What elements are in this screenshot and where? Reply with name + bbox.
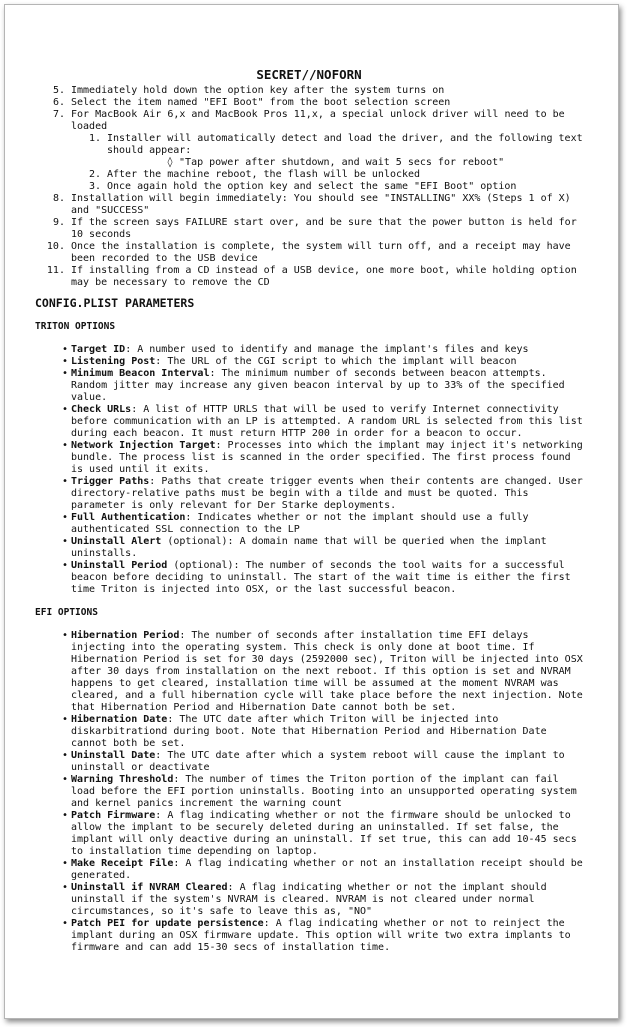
parameter-name: Patch PEI for update persistence bbox=[71, 918, 264, 929]
triton-options-heading: TRITON OPTIONS bbox=[35, 321, 116, 332]
efi-options-heading: EFI OPTIONS bbox=[35, 607, 98, 618]
document-content bbox=[35, 67, 583, 954]
expected-message-note: ◊ "Tap power after shutdown, and wait 5 secs for reboot" bbox=[167, 157, 505, 168]
list-item bbox=[71, 193, 583, 217]
list-item bbox=[71, 560, 583, 596]
parameter-description: : A flag indicating whether or not the firmware should be unlocked to allow the implant to be securely deleted during an uninstalled. If set false, the implant will only deactive during an uninstall. If set true, this can add 10-45 secs to installation time depending on laptop. bbox=[71, 810, 577, 857]
list-item bbox=[71, 918, 583, 954]
parameter-description: : Indicates whether or not the implant should use a fully authenticated SSL connection to the LP bbox=[71, 512, 529, 535]
list-item bbox=[107, 133, 583, 169]
installation-steps-list bbox=[35, 85, 583, 289]
list-item bbox=[71, 404, 583, 440]
parameter-description: : A flag indicating whether or not to reinject the implant during an OSX firmware update. This option will write two extra implants to firmware and can add 15-30 secs of installation time. bbox=[71, 918, 571, 953]
classification-header: SECRET//NOFORN bbox=[256, 67, 362, 82]
list-item bbox=[107, 181, 583, 193]
efi-options-list bbox=[35, 630, 583, 954]
parameter-description: (optional): A domain name that will be queried when the implant uninstalls. bbox=[71, 536, 547, 559]
list-item bbox=[107, 169, 583, 181]
list-item bbox=[71, 774, 583, 810]
substep-text: After the machine reboot, the flash will be unlocked bbox=[107, 169, 421, 180]
list-item bbox=[71, 750, 583, 774]
list-item bbox=[71, 630, 583, 714]
parameter-description: : The UTC date after which a system reboot will cause the implant to uninstall or deactivate bbox=[71, 750, 565, 773]
parameter-name: Make Receipt File bbox=[71, 858, 174, 869]
list-item bbox=[71, 265, 583, 289]
substep-text: Installer will automatically detect and load the driver, and the following text should appear: bbox=[107, 133, 583, 156]
triton-options-list bbox=[35, 344, 583, 596]
parameter-description: : The number of seconds after installation time EFI delays injecting into the operating system. This check is only done at boot time. If Hibernation Period is set for 30 days (2592000 sec), Triton will be injected into OSX after 30 days from installation on the next reboot. If this option is set and NVRAM happens to get cleared, installation time will be assumed at the moment NVRAM was cleared, and a full hibernation cycle will take place before the next injection. Note that Hibernation Period and Hibernation Date cannot both be set. bbox=[71, 630, 583, 713]
parameter-description: : The URL of the CGI script to which the implant will beacon bbox=[155, 356, 517, 367]
parameter-name: Full Authentication bbox=[71, 512, 186, 523]
parameter-description: : The minimum number of seconds between beacon attempts. Random jitter may increase any given beacon interval by up to 33% of the specified value. bbox=[71, 368, 565, 403]
parameter-name: Hibernation Period bbox=[71, 630, 180, 641]
step-text: Immediately hold down the option key after the system turns on bbox=[71, 85, 445, 96]
parameter-name: Check URLs bbox=[71, 404, 132, 415]
step-text: Once the installation is complete, the system will turn off, and a receipt may have been recorded to the USB device bbox=[71, 241, 571, 264]
list-item bbox=[71, 109, 583, 193]
step-text: Select the item named "EFI Boot" from the boot selection screen bbox=[71, 97, 451, 108]
list-item bbox=[71, 714, 583, 750]
parameter-name: Patch Firmware bbox=[71, 810, 156, 821]
parameter-name: Uninstall if NVRAM Cleared bbox=[71, 882, 228, 893]
list-item bbox=[71, 882, 583, 918]
parameter-name: Target ID bbox=[71, 344, 126, 355]
list-item bbox=[71, 85, 583, 97]
parameter-description: : The number of times the Triton portion of the implant can fail load before the EFI portion uninstalls. Booting into an unsupported operating system and kernel panics increment the warning count bbox=[71, 774, 577, 809]
parameter-name: Trigger Paths bbox=[71, 476, 150, 487]
parameter-name: Hibernation Date bbox=[71, 714, 168, 725]
step-text: Installation will begin immediately: You should see "INSTALLING" XX% (Steps 1 of X) and "SUCCESS" bbox=[71, 193, 571, 216]
parameter-name: Uninstall Period bbox=[71, 560, 168, 571]
parameter-name: Minimum Beacon Interval bbox=[71, 368, 210, 379]
unlock-substeps-list bbox=[71, 133, 583, 193]
list-item bbox=[71, 512, 583, 536]
list-item bbox=[71, 440, 583, 476]
document-page bbox=[4, 4, 619, 1019]
section-heading: CONFIG.PLIST PARAMETERS bbox=[35, 296, 195, 310]
step-text: For MacBook Air 6,x and MacBook Pros 11,x, a special unlock driver will need to be loaded bbox=[71, 109, 565, 132]
parameter-name: Warning Threshold bbox=[71, 774, 174, 785]
parameter-description: : A flag indicating whether or not an installation receipt should be generated. bbox=[71, 858, 583, 881]
parameter-name: Uninstall Date bbox=[71, 750, 156, 761]
list-item bbox=[71, 97, 583, 109]
parameter-description: : A list of HTTP URLS that will be used to verify Internet connectivity before communication with an LP is attempted. A random URL is selected from this list during each beacon. It must return HTTP 200 in order for a beacon to occur. bbox=[71, 404, 583, 439]
parameter-description: : Paths that create trigger events when their contents are changed. User directory-relative paths must be begin with a tilde and must be quoted. This parameter is only relevant for Der Starke deployments. bbox=[71, 476, 583, 511]
list-item bbox=[71, 476, 583, 512]
parameter-description: (optional): The number of seconds the tool waits for a successful beacon before deciding to uninstall. The start of the wait time is either the first time Triton is injected into OSX, or the last successful beacon. bbox=[71, 560, 571, 595]
list-item bbox=[71, 810, 583, 858]
list-item bbox=[71, 344, 583, 356]
list-item bbox=[71, 217, 583, 241]
list-item bbox=[71, 241, 583, 265]
list-item bbox=[71, 536, 583, 560]
parameter-description: : The UTC date after which Triton will be injected into diskarbitrationd during boot. Note that Hibernation Period and Hibernation Date cannot both be set. bbox=[71, 714, 547, 749]
list-item bbox=[71, 368, 583, 404]
parameter-name: Listening Post bbox=[71, 356, 156, 367]
step-text: If installing from a CD instead of a USB device, one more boot, while holding option may be necessary to remove the CD bbox=[71, 265, 577, 288]
parameter-name: Uninstall Alert bbox=[71, 536, 162, 547]
parameter-name: Network Injection Target bbox=[71, 440, 216, 451]
substep-text: Once again hold the option key and select the same "EFI Boot" option bbox=[107, 181, 517, 192]
list-item bbox=[71, 858, 583, 882]
parameter-description: : A number used to identify and manage the implant's files and keys bbox=[125, 344, 529, 355]
step-text: If the screen says FAILURE start over, and be sure that the power button is held for 10 seconds bbox=[71, 217, 577, 240]
list-item bbox=[71, 356, 583, 368]
parameter-description: : A flag indicating whether or not the implant should uninstall if the system's NVRAM is cleared. NVRAM is not cleared under normal circumstances, so it's safe to leave this as, "NO" bbox=[71, 882, 547, 917]
parameter-description: : Processes into which the implant may inject it's networking bundle. The process list is scanned in the order specified. The first process found is used until it exits. bbox=[71, 440, 583, 475]
